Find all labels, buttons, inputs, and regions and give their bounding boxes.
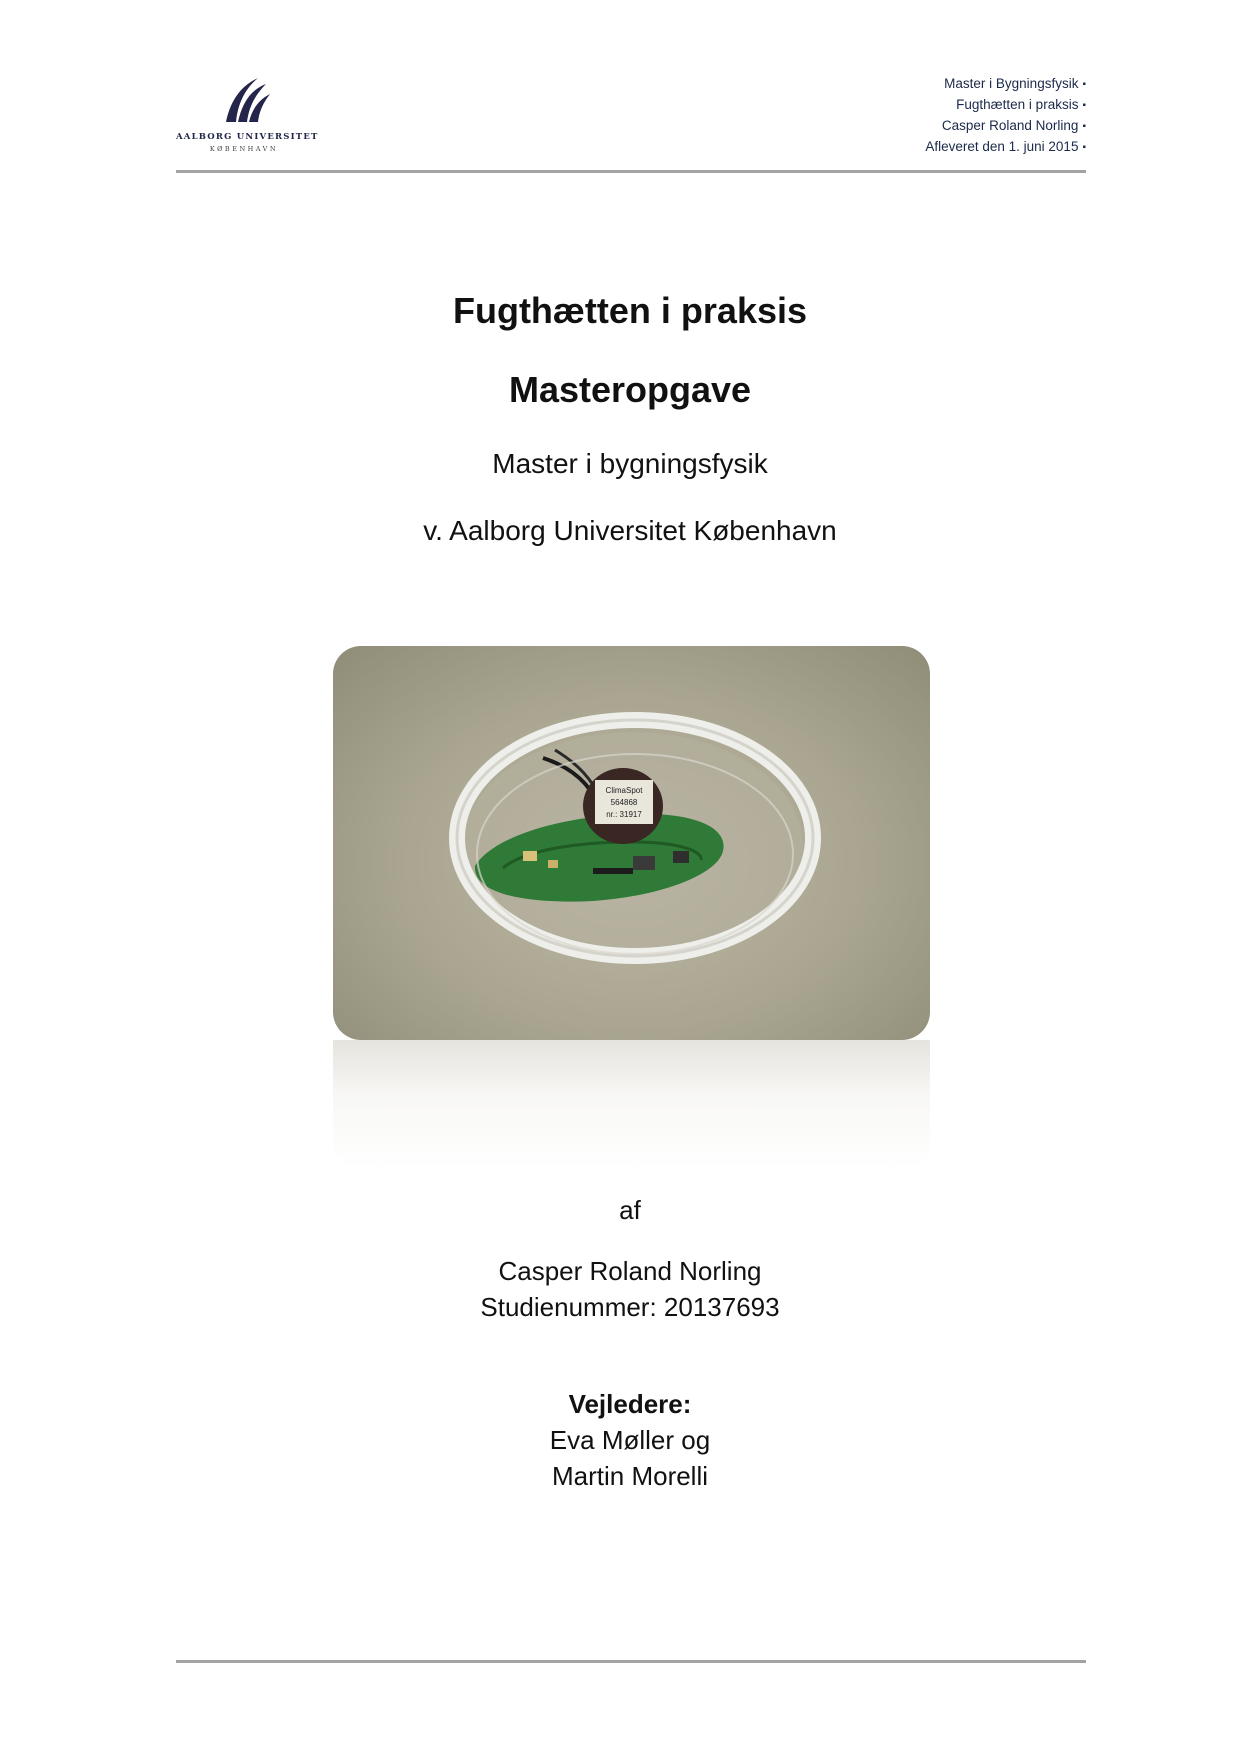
cover-photo — [333, 646, 930, 1040]
student-id: Studienummer: 20137693 — [480, 1292, 780, 1322]
logo-city: KØBENHAVN — [209, 145, 279, 153]
page-subtitle: Masteropgave — [508, 369, 752, 410]
photo-reflection — [333, 1040, 930, 1170]
university-logo — [176, 72, 319, 162]
program-name: Master i bygningsfysik — [492, 448, 768, 479]
page-title: Fugthætten i praksis — [452, 290, 808, 331]
photo-label-line: nr.: 31917 — [606, 810, 642, 819]
aalborg-university-wave-logo-icon — [216, 72, 272, 128]
institution-name: v. Aalborg Universitet København — [423, 515, 837, 546]
advisor-name: Eva Møller og — [549, 1425, 711, 1455]
header-rule — [176, 170, 1086, 173]
advisors-label: Vejledere: — [568, 1389, 692, 1419]
header-meta-line: Master i Bygningsfysik ▪ — [944, 76, 1086, 91]
header-meta-line: Afleveret den 1. juni 2015 ▪ — [925, 139, 1086, 154]
header-meta — [925, 74, 1086, 158]
header-meta-line: Casper Roland Norling ▪ — [941, 118, 1086, 133]
sensor-in-petri-dish-photo-icon — [333, 646, 930, 1040]
header-meta-line: Fugthætten i praksis ▪ — [956, 97, 1086, 112]
logo-name: AALBORG UNIVERSITET — [176, 132, 319, 142]
author-name: Casper Roland Norling — [498, 1256, 762, 1286]
footer-rule — [176, 1660, 1086, 1663]
photo-label-line: ClimaSpot — [605, 786, 643, 795]
photo-label-line: 564868 — [610, 798, 638, 807]
by-label: af — [619, 1195, 641, 1225]
advisor-name: Martin Morelli — [551, 1461, 709, 1491]
